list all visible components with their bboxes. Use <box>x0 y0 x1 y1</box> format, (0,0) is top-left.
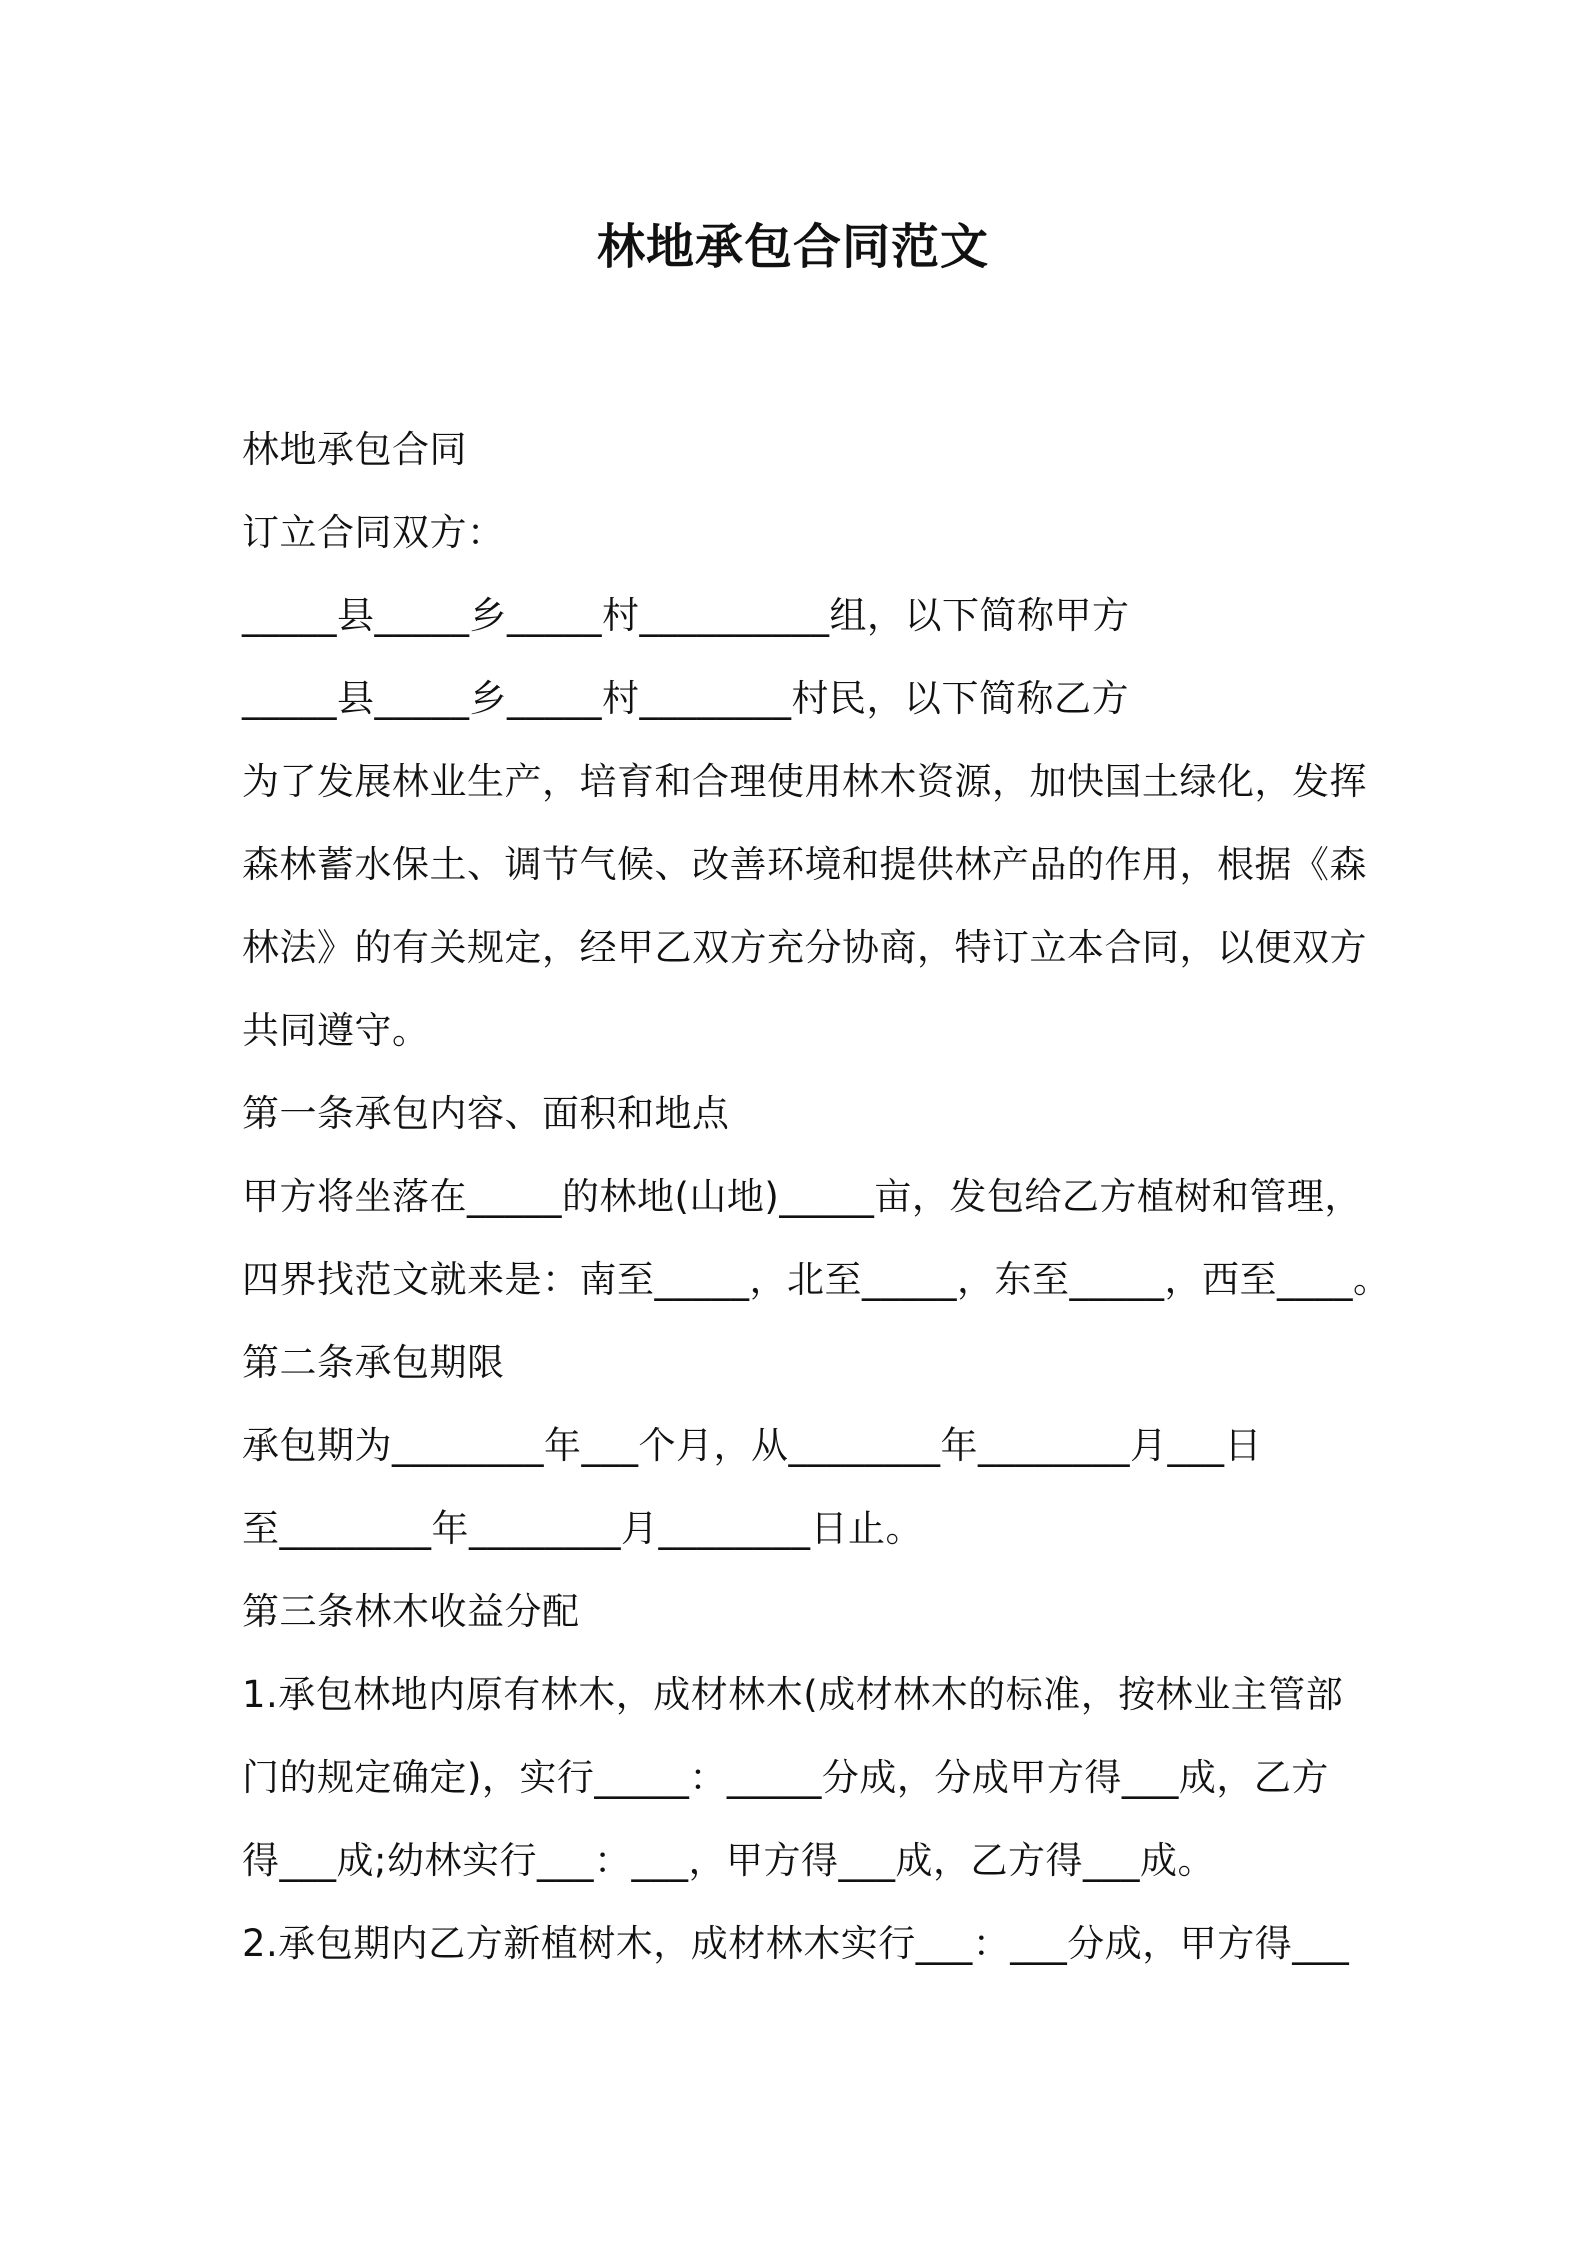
preamble-line-3: 林法》的有关规定，经甲乙双方充分协商，特订立本合同，以便双方 <box>242 926 1367 969</box>
article-3-heading: 第三条林木收益分配 <box>242 1590 580 1633</box>
article-1-heading: 第一条承包内容、面积和地点 <box>242 1092 730 1135</box>
contract-heading: 林地承包合同 <box>242 428 467 471</box>
article-3-clause-1-line-1: 1.承包林地内原有林木，成材林木(成材林木的标准，按林业主管部 <box>242 1673 1344 1716</box>
preamble-line-1: 为了发展林业生产，培育和合理使用林木资源，加快国土绿化，发挥 <box>242 760 1367 803</box>
article-3-clause-1-line-3: 得___成;幼林实行___：___，甲方得___成，乙方得___成。 <box>242 1839 1215 1882</box>
article-2-heading: 第二条承包期限 <box>242 1341 505 1384</box>
preamble-line-2: 森林蓄水保土、调节气候、改善环境和提供林产品的作用，根据《森 <box>242 843 1367 886</box>
parties-label: 订立合同双方： <box>242 511 505 554</box>
preamble-line-4: 共同遵守。 <box>242 1009 430 1052</box>
party-b-line: _____县_____乡_____村________村民，以下简称乙方 <box>242 677 1129 720</box>
article-1-line-2: 四界找范文就来是：南至_____，北至_____，东至_____，西至____。 <box>242 1258 1391 1301</box>
article-3-clause-1-line-2: 门的规定确定)，实行_____：_____分成，分成甲方得___成，乙方 <box>242 1756 1329 1799</box>
article-2-line-2: 至________年________月________日止。 <box>242 1507 923 1550</box>
article-2-line-1: 承包期为________年___个月，从________年________月___日 <box>242 1424 1262 1467</box>
article-3-clause-2-line-1: 2.承包期内乙方新植树木，成材林木实行___：___分成，甲方得___ <box>242 1922 1350 1965</box>
article-1-line-1: 甲方将坐落在_____的林地(山地)_____亩，发包给乙方植树和管理， <box>242 1175 1362 1218</box>
party-a-line: _____县_____乡_____村__________组，以下简称甲方 <box>242 594 1130 637</box>
document-body <box>242 408 1391 1985</box>
document-title: 林地承包合同范文 <box>596 219 989 275</box>
